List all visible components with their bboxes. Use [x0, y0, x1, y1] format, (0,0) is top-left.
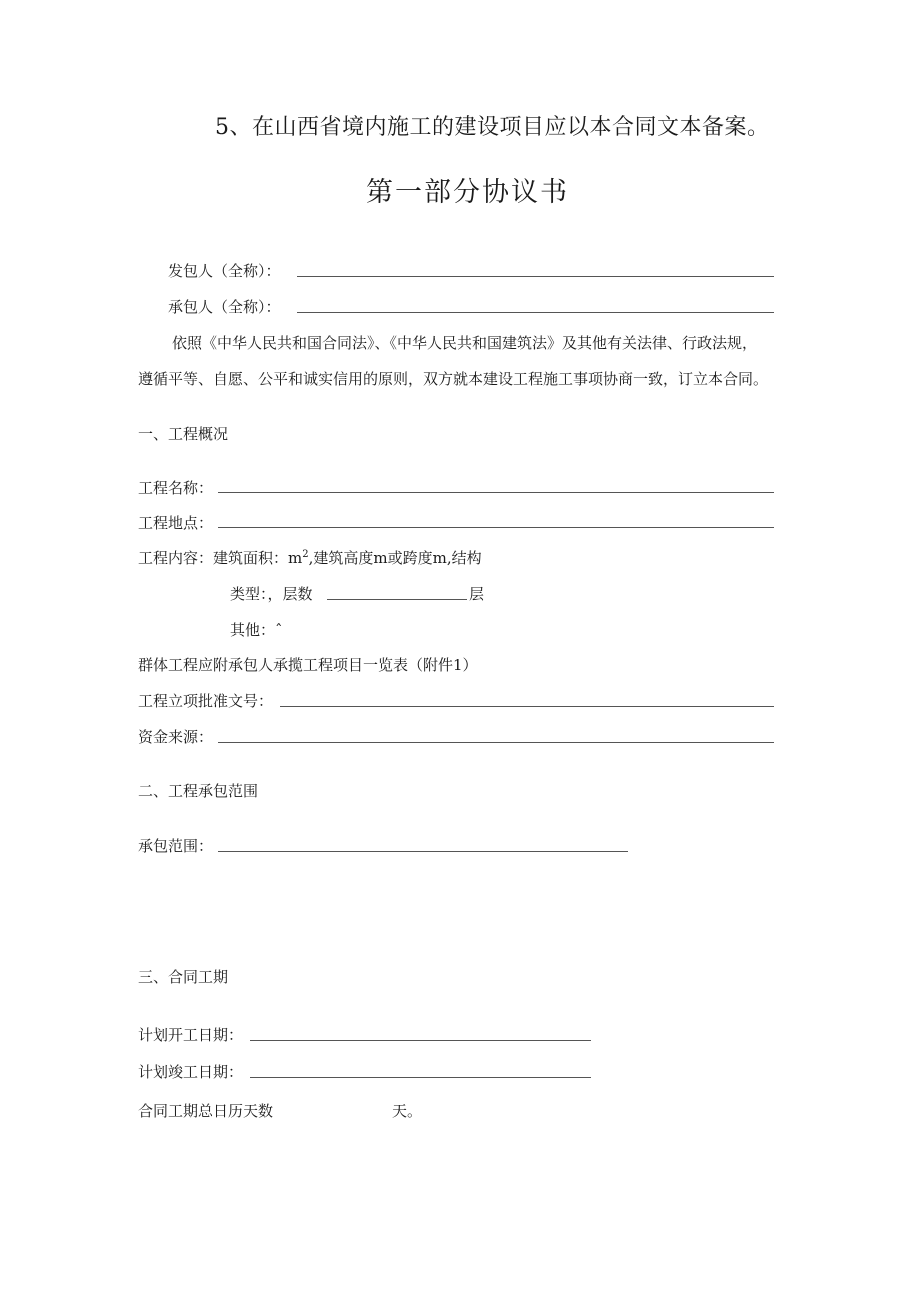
preamble-line-1: 依照《中华人民共和国合同法》、《中华人民共和国建筑法》及其他有关法律、行政法规， [172, 334, 758, 352]
structure-type-label: 类型：，层数 [230, 585, 313, 603]
employer-label: 发包人（全称）： [168, 262, 281, 280]
employer-field[interactable] [297, 276, 774, 277]
total-days-unit: 天。 [392, 1102, 423, 1120]
project-content-label: 工程内容：建筑面积：m [138, 549, 303, 567]
group-project-note: 群体工程应附承包人承揽工程项目一览表（附件1） [138, 656, 478, 674]
planned-finish-field[interactable] [250, 1077, 591, 1078]
square-superscript: 2 [302, 549, 309, 560]
project-content-line [138, 547, 482, 568]
scope-label: 承包范围： [138, 837, 214, 855]
planned-start-label: 计划开工日期： [138, 1026, 244, 1044]
project-name-label: 工程名称： [138, 479, 214, 497]
contractor-label: 承包人（全称）： [168, 298, 281, 316]
preamble-line-2: 遵循平等、自愿、公平和诚实信用的原则，双方就本建设工程施工事项协商一致，订立本合同。 [138, 370, 769, 388]
approval-number-label: 工程立项批准文号： [138, 692, 274, 710]
page-title: 第一部分协议书 [366, 177, 569, 208]
registration-note: 5、在山西省境内施工的建设项目应以本合同文本备案。 [215, 115, 770, 140]
planned-start-field[interactable] [250, 1040, 591, 1041]
project-content-rest: ,建筑高度m或跨度m,结构 [308, 549, 482, 567]
floors-unit: 层 [469, 585, 485, 603]
project-name-field[interactable] [218, 492, 774, 493]
section-2-heading: 二、工程承包范围 [138, 782, 259, 800]
project-location-label: 工程地点： [138, 514, 214, 532]
section-3-heading: 三、合同工期 [138, 968, 229, 986]
project-location-field[interactable] [218, 527, 774, 528]
floors-field[interactable] [327, 599, 467, 600]
other-label: 其他：ˆ [230, 621, 283, 639]
funding-source-label: 资金来源： [138, 728, 214, 746]
funding-source-field[interactable] [218, 742, 774, 743]
approval-number-field[interactable] [280, 706, 774, 707]
scope-field[interactable] [218, 851, 628, 852]
total-days-label: 合同工期总日历天数 [138, 1102, 274, 1120]
contractor-field[interactable] [297, 312, 774, 313]
section-1-heading: 一、工程概况 [138, 425, 229, 443]
planned-finish-label: 计划竣工日期： [138, 1063, 244, 1081]
